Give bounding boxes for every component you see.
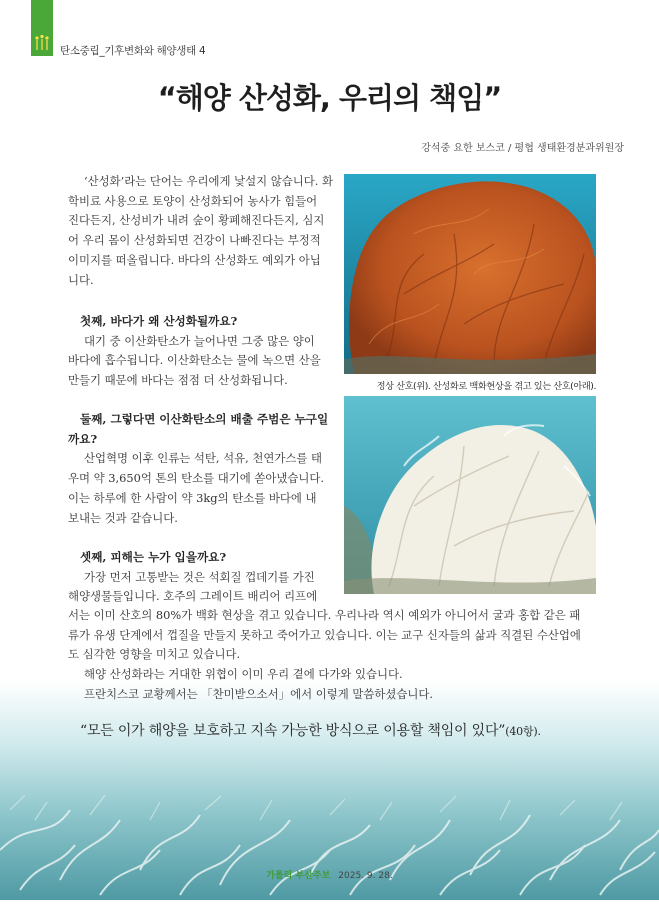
bleached-reef-background <box>0 680 659 900</box>
photo-caption: 정상 산호(위). 산성화로 백화현상을 겪고 있는 산호(아래). <box>376 381 596 392</box>
text-line: 류가 유생 단계에서 껍질을 만들지 못하고 죽어가고 있습니다. 이는 교구 신자들의 삶과 직결된 수산업에 <box>68 627 581 642</box>
section-3-continued <box>68 606 600 705</box>
bleached-coral-photo <box>344 396 596 594</box>
text-line: 대기 중 이산화탄소가 늘어나면 그중 많은 양이 <box>84 333 315 348</box>
text-line: 만들기 때문에 바다는 점점 더 산성화됩니다. <box>68 373 288 388</box>
page-footer <box>0 868 659 881</box>
text-line: 니다. <box>68 272 94 287</box>
text-line: 해양 산성화라는 거대한 위협이 이미 우리 곁에 다가와 있습니다. <box>84 667 403 682</box>
text-line: 이미지를 떠올립니다. 바다의 산성화도 예외가 아닙 <box>68 252 321 267</box>
quote-text: “모든 이가 해양을 보호하고 지속 가능한 방식으로 이용할 책임이 있다” <box>80 723 506 739</box>
quote-reference: (40항). <box>505 725 541 738</box>
section-heading: 둘째, 그렇다면 이산화탄소의 배출 주범은 누구일 <box>80 412 329 426</box>
text-line: 프란치스코 교황께서는 「찬미받으소서」에서 이렇게 말씀하셨습니다. <box>84 686 433 701</box>
article-title: “해양 산성화, 우리의 책임” <box>157 81 502 115</box>
section-tag: 탄소중립_기후변화와 해양생태 4 <box>60 45 206 57</box>
text-line: 우며 약 3,650억 톤의 탄소를 대기에 쏟아냈습니다. <box>68 471 325 486</box>
intro-paragraph <box>68 172 340 290</box>
text-line: 산업혁명 이후 인류는 석탄, 석유, 천연가스를 태 <box>84 451 323 466</box>
section-heading: 첫째, 바다가 왜 산성화될까요? <box>80 314 238 328</box>
text-line: 학비료 사용으로 토양이 산성화되어 농사가 힘들어 <box>68 193 318 208</box>
text-line: 어 우리 몸이 산성화되면 건강이 나빠진다는 부정적 <box>68 233 321 248</box>
text-line: 해양생물들입니다. 호주의 그레이트 배리어 리프에 <box>68 589 318 604</box>
text-line: 서는 이미 산호의 80%가 백화 현상을 겪고 있습니다. 우리나라 역시 예외가 아니어서 굴과 홍합 같은 패 <box>68 608 581 622</box>
section-3 <box>68 548 340 607</box>
sprout-icon <box>33 34 51 52</box>
section-2 <box>68 410 340 528</box>
issue-date: 2025. 9. 28. <box>338 871 393 881</box>
section-heading: 까요? <box>68 431 98 446</box>
text-line: 보내는 것과 같습니다. <box>68 510 178 525</box>
article-byline: 강석중 요한 보스코 / 평협 생태환경분과위원장 <box>421 143 624 154</box>
section-1 <box>68 312 340 391</box>
text-line: 진다든지, 산성비가 내려 숲이 황폐해진다든지, 심지 <box>68 213 325 228</box>
text-line: 이는 하루에 한 사람이 약 3kg의 탄소를 바다에 내 <box>68 490 317 505</box>
section-tab <box>31 0 53 56</box>
text-line: ‘산성화’라는 단어는 우리에게 낯설지 않습니다. 화 <box>84 174 334 188</box>
section-heading: 셋째, 피해는 누가 입을까요? <box>80 550 227 564</box>
text-line: 바다에 흡수됩니다. 이산화탄소는 물에 녹으면 산을 <box>68 353 321 368</box>
text-line: 가장 먼저 고통받는 것은 석회질 껍데기를 가진 <box>84 569 315 584</box>
encyclical-quote <box>80 720 541 740</box>
text-line: 도 심각한 영향을 미치고 있습니다. <box>68 647 241 662</box>
healthy-coral-photo <box>344 174 596 374</box>
publication-name: 가톨릭 부산주보 <box>266 871 331 881</box>
